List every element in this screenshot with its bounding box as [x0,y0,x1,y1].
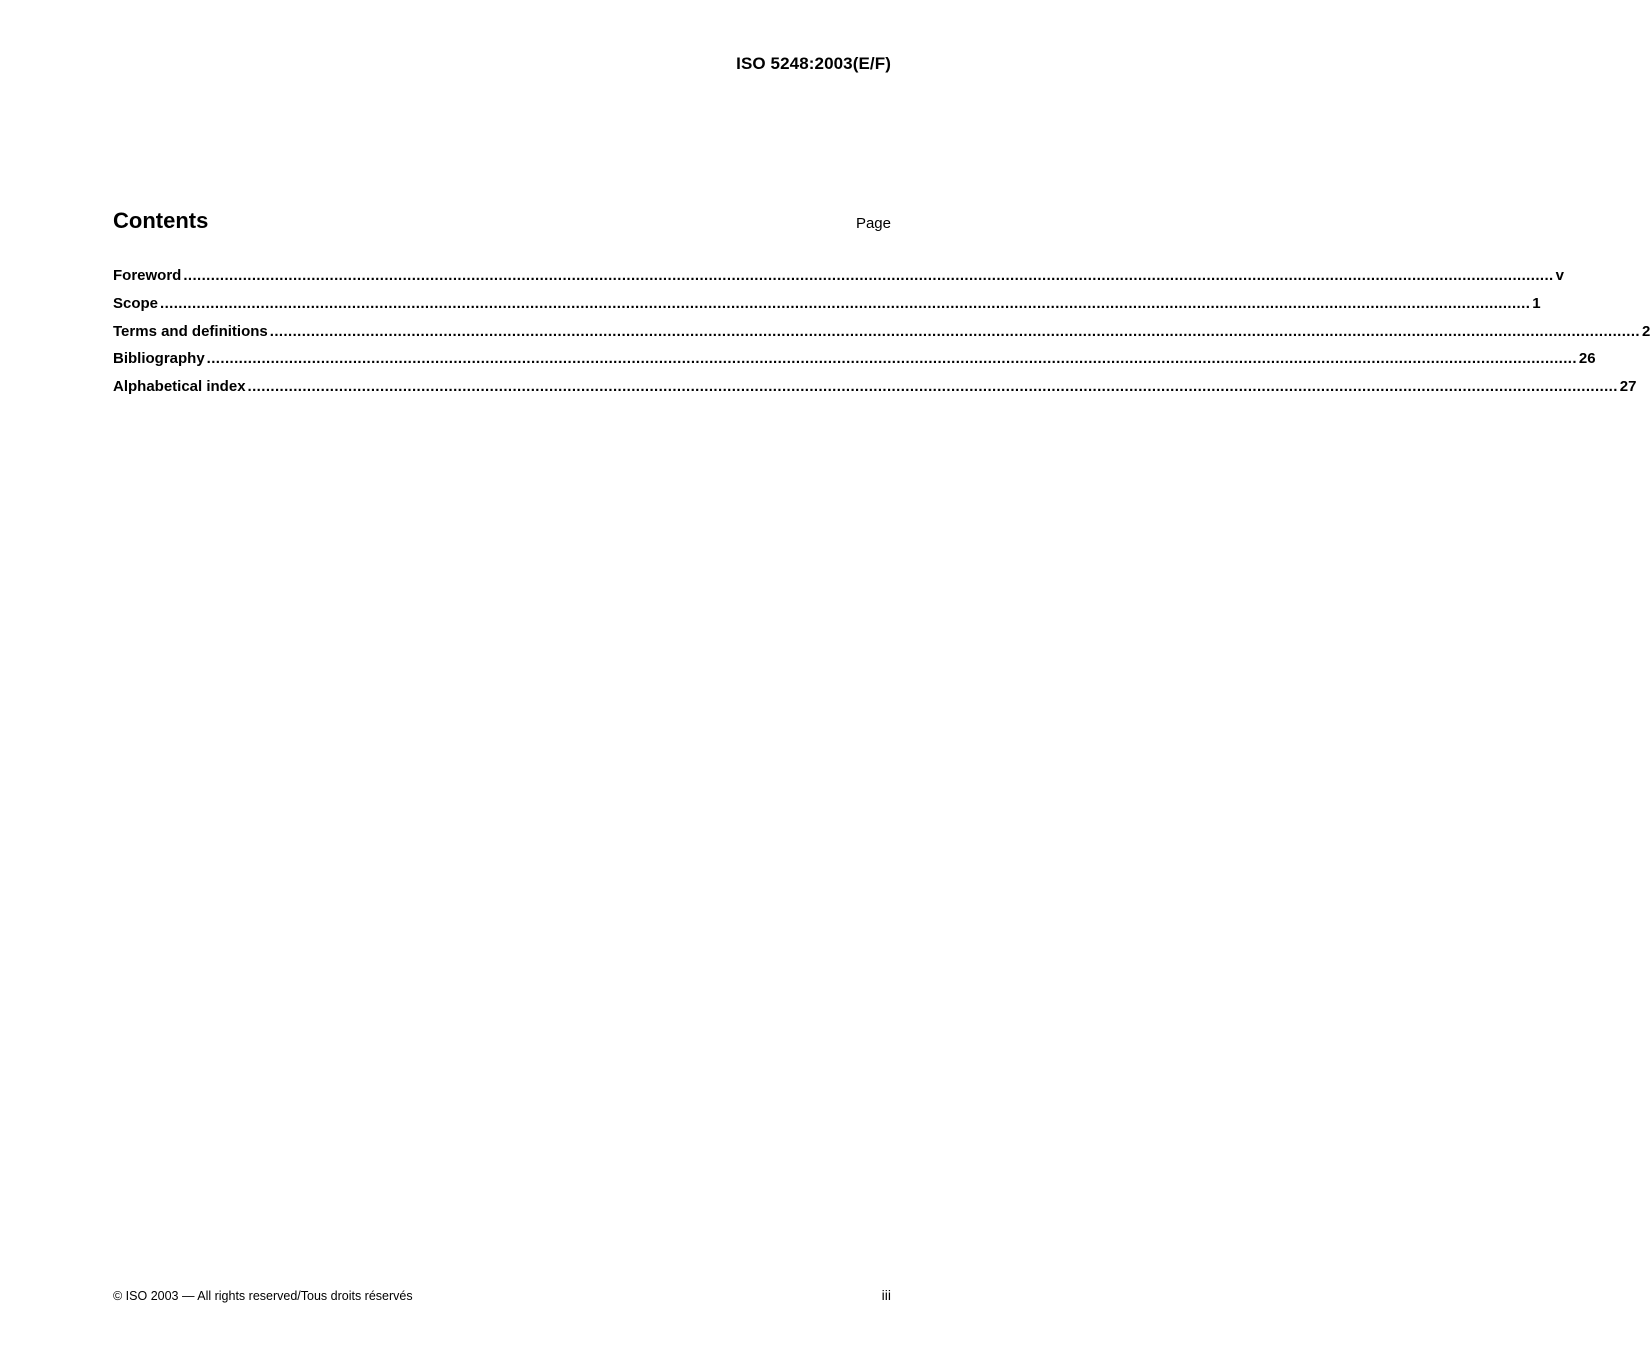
toc-leader-dots: ............................................................................................................................................................................................................................................................................................................ [206,350,1577,368]
toc-entry-page: v [1555,267,1564,284]
toc-entry-title: Scope [113,294,159,312]
toc-entry-scope[interactable] [113,294,1541,323]
toc-leader-dots: ............................................................................................................................................................................................................................................................................................................ [183,267,1554,284]
toc-entry-title: Bibliography [113,350,205,368]
toc-entry-alphabetical-index[interactable] [113,378,1637,406]
toc-entry-title: Terms and definitions [113,322,268,340]
toc-leader-dots: ............................................................................................................................................................................................................................................................................................................ [269,322,1640,340]
table-of-contents [113,267,1650,406]
toc-entry-foreword[interactable] [113,267,1564,295]
toc-entry-terms-and-definitions[interactable] [113,322,1650,351]
toc-entry-page: 27 [1619,378,1637,396]
toc-entry-bibliography[interactable] [113,350,1596,378]
page-column-label: Page [855,215,891,232]
toc-entry-page: 2 [1642,322,1650,340]
toc-entry-page: 26 [1578,350,1596,368]
toc-entry-title: Alphabetical index [113,378,246,396]
toc-entry-page: 1 [1532,294,1541,312]
footer-page-number: iii [881,1287,891,1303]
footer-copyright: © ISO 2003 — All rights reserved/Tous droits réservés [113,1289,413,1303]
toc-entry-title: Foreword [113,267,182,284]
document-code: ISO 5248:2003(E/F) [736,54,891,73]
toc-leader-dots: ............................................................................................................................................................................................................................................................................................................ [160,294,1531,312]
contents-heading: Contents [113,208,209,233]
toc-leader-dots: ............................................................................................................................................................................................................................................................................................................ [247,378,1618,396]
